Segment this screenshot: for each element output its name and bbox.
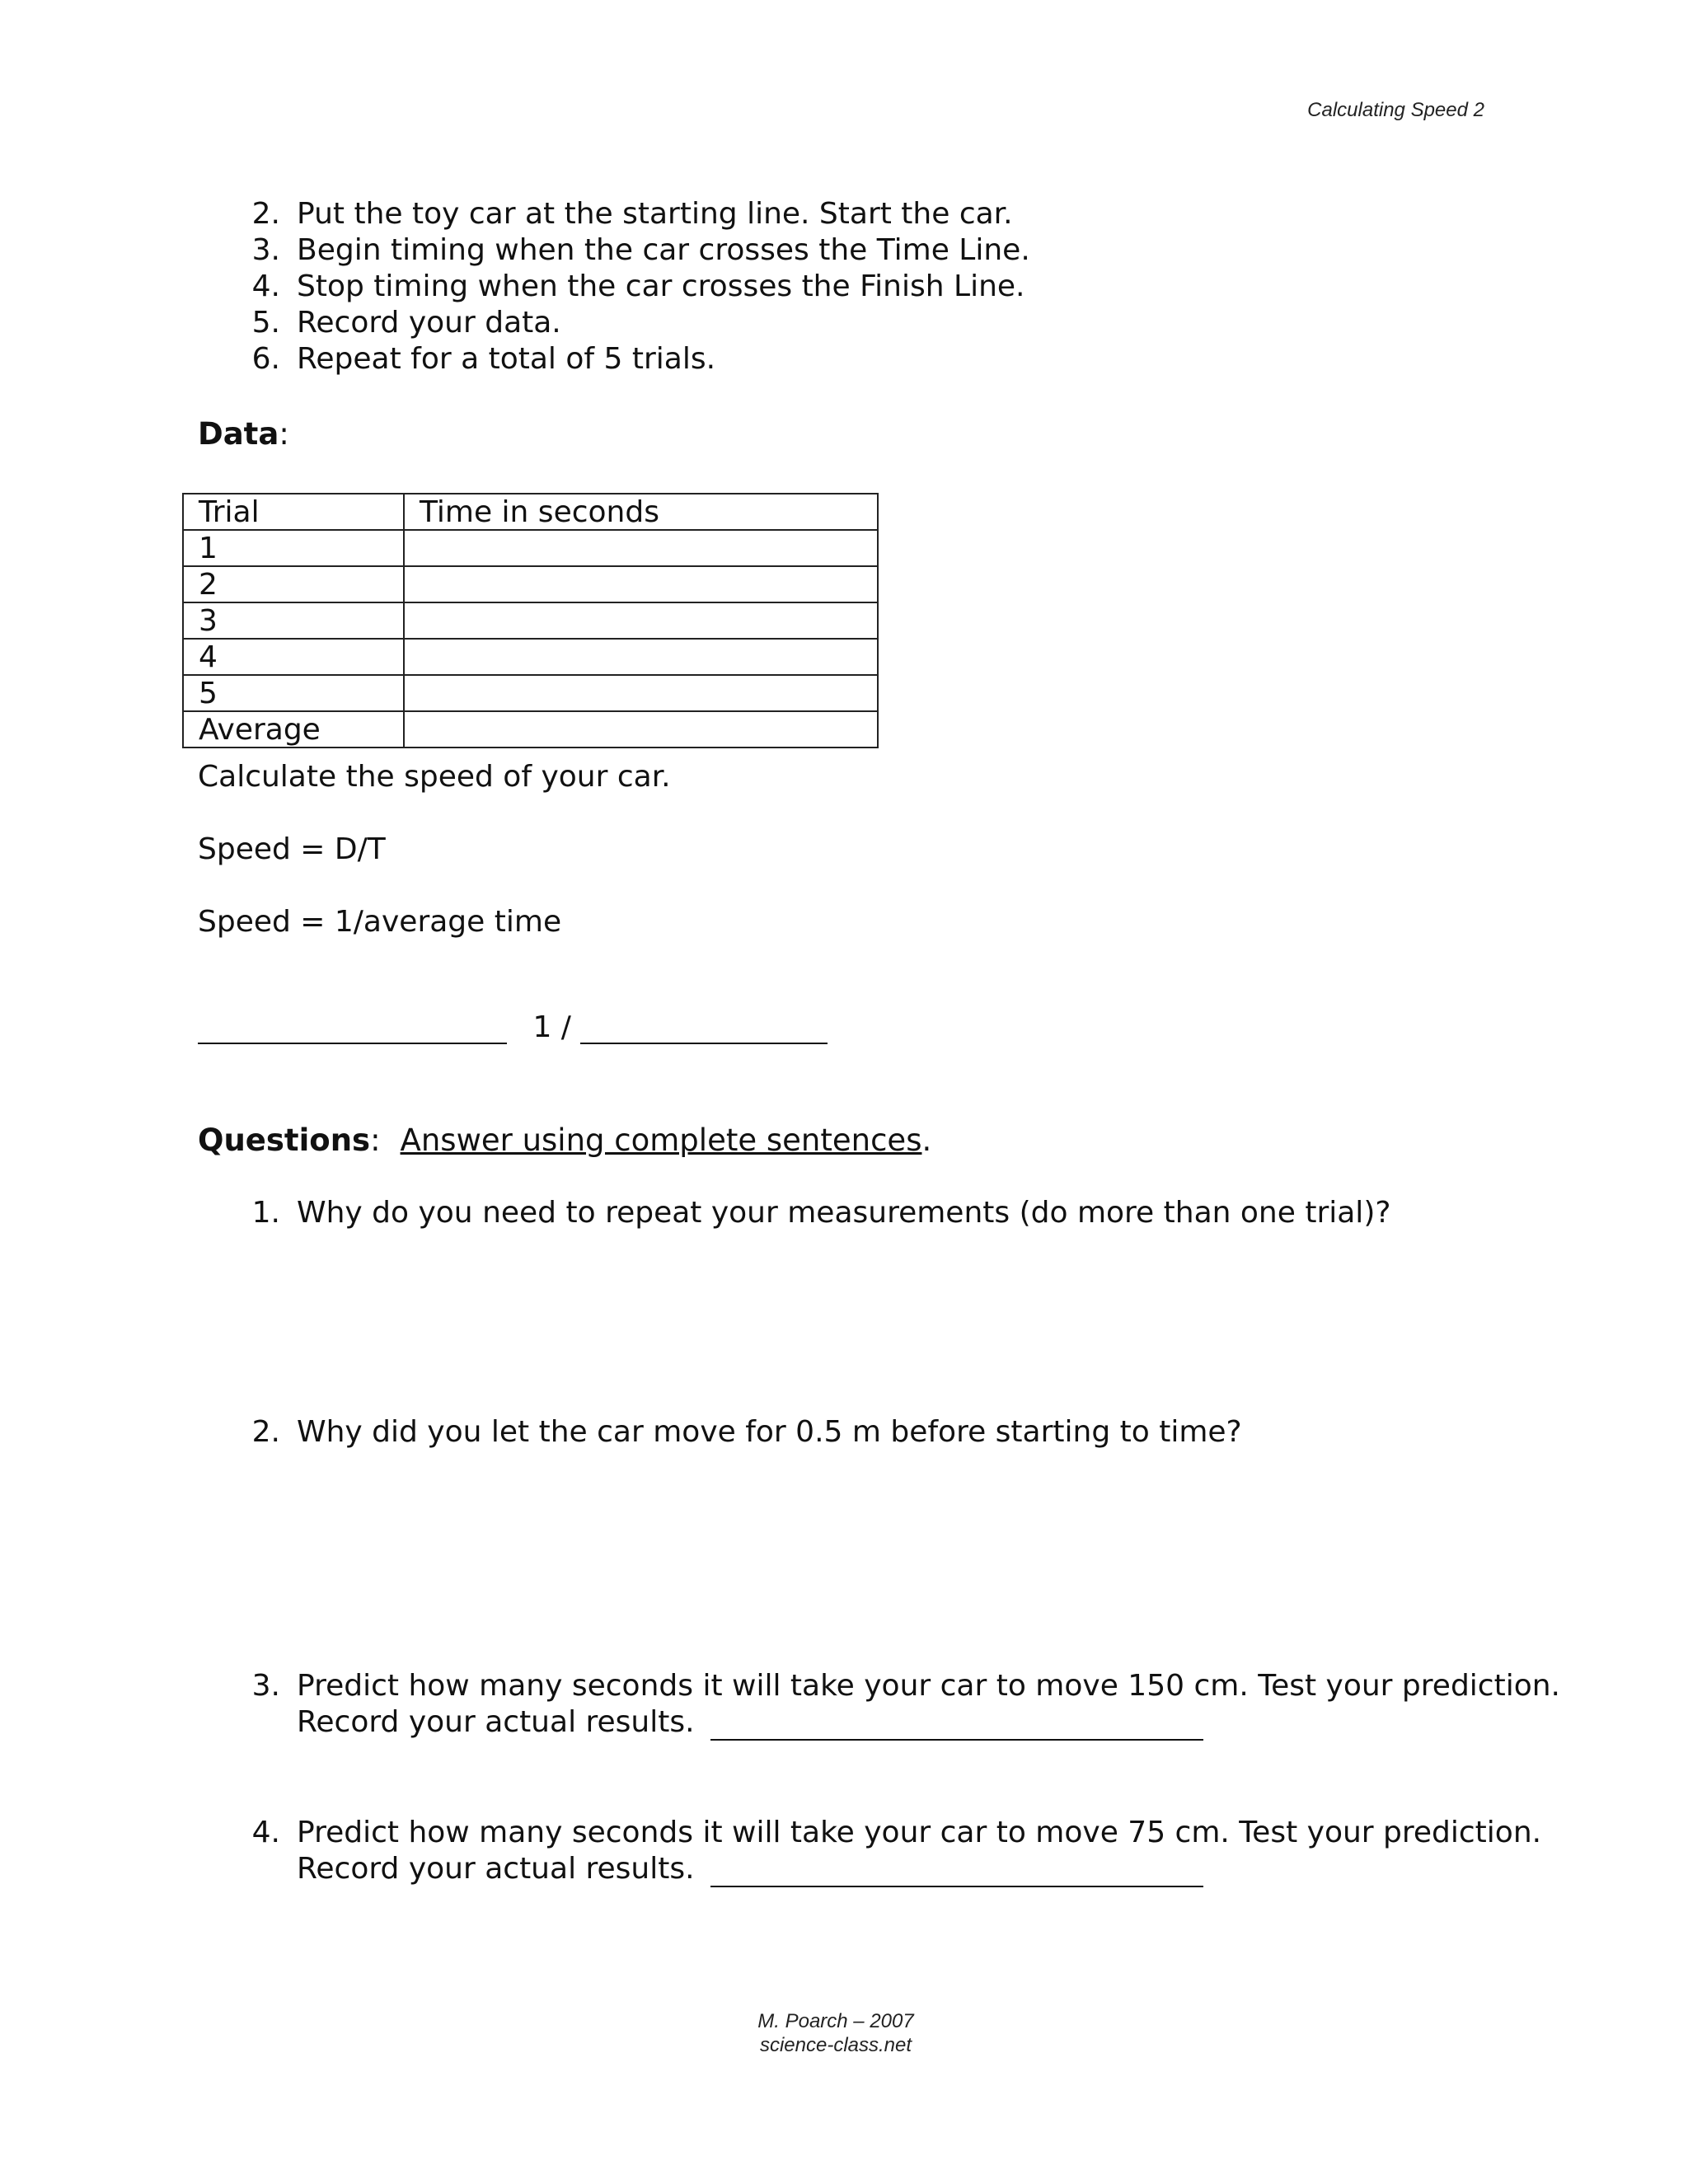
time-entry-cell[interactable] bbox=[404, 602, 878, 639]
step-item bbox=[239, 232, 1030, 269]
trial-cell: 1 bbox=[183, 530, 404, 566]
speed-formula: Speed = D/T bbox=[198, 832, 386, 866]
time-entry-cell[interactable] bbox=[404, 675, 878, 711]
trial-cell: 3 bbox=[183, 602, 404, 639]
question-item bbox=[239, 1414, 1242, 1451]
results-answer-blank[interactable] bbox=[710, 1858, 1203, 1887]
step-text: Repeat for a total of 5 trials. bbox=[297, 342, 716, 376]
step-item bbox=[239, 196, 1030, 232]
step-item bbox=[239, 305, 1030, 341]
column-header-time: Time in seconds bbox=[404, 494, 878, 530]
question-item bbox=[239, 1815, 1541, 1887]
trial-cell: 2 bbox=[183, 566, 404, 602]
question-text: Why do you need to repeat your measurements (do more than one trial)? bbox=[297, 1196, 1391, 1230]
question-number: 1. bbox=[251, 1196, 280, 1230]
record-results-line bbox=[297, 1704, 1560, 1741]
table-row bbox=[183, 566, 878, 602]
table-row bbox=[183, 639, 878, 675]
record-results-label: Record your actual results. bbox=[297, 1705, 695, 1739]
question-number: 3. bbox=[251, 1669, 280, 1703]
step-text: Stop timing when the car crosses the Finish Line. bbox=[297, 269, 1025, 303]
table-row bbox=[183, 711, 878, 748]
questions-heading bbox=[198, 1122, 931, 1158]
time-entry-cell[interactable] bbox=[404, 566, 878, 602]
questions-heading-label: Questions bbox=[198, 1122, 371, 1158]
trial-cell: Average bbox=[183, 711, 404, 748]
column-header-trial: Trial bbox=[183, 494, 404, 530]
time-entry-cell[interactable] bbox=[404, 711, 878, 748]
time-entry-cell[interactable] bbox=[404, 530, 878, 566]
results-answer-blank[interactable] bbox=[710, 1711, 1203, 1741]
trial-cell: 5 bbox=[183, 675, 404, 711]
question-text: Why did you let the car move for 0.5 m before starting to time? bbox=[297, 1415, 1242, 1449]
speed-formula-average: Speed = 1/average time bbox=[198, 905, 562, 939]
data-table bbox=[182, 493, 879, 748]
step-number: 4. bbox=[251, 269, 280, 303]
questions-heading-colon: : bbox=[370, 1122, 381, 1158]
step-number: 3. bbox=[251, 233, 280, 267]
speed-calculation-line bbox=[198, 1010, 828, 1044]
question-text: Predict how many seconds it will take your car to move 150 cm. Test your prediction. bbox=[297, 1669, 1560, 1703]
step-text: Put the toy car at the starting line. Start the car. bbox=[297, 197, 1013, 231]
question-item bbox=[239, 1668, 1560, 1741]
procedure-steps bbox=[239, 196, 1030, 377]
step-text: Begin timing when the car crosses the Time Line. bbox=[297, 233, 1030, 267]
footer-author: M. Poarch – 2007 bbox=[757, 2010, 914, 2032]
step-item bbox=[239, 269, 1030, 305]
data-heading bbox=[198, 416, 289, 452]
record-results-line bbox=[297, 1851, 1541, 1887]
data-heading-colon: : bbox=[279, 416, 289, 452]
table-row bbox=[183, 675, 878, 711]
table-row bbox=[183, 602, 878, 639]
page-header: Calculating Speed 2 bbox=[1307, 99, 1484, 121]
fraction-text: 1 / bbox=[532, 1010, 571, 1044]
step-text: Record your data. bbox=[297, 306, 561, 340]
question-text: Predict how many seconds it will take your car to move 75 cm. Test your prediction. bbox=[297, 1816, 1542, 1849]
calc-instruction: Calculate the speed of your car. bbox=[198, 760, 671, 794]
step-number: 5. bbox=[251, 306, 280, 340]
average-time-blank[interactable] bbox=[580, 1015, 828, 1044]
speed-answer-blank[interactable] bbox=[198, 1015, 507, 1044]
question-number: 4. bbox=[251, 1816, 280, 1849]
footer-site: science-class.net bbox=[759, 2034, 912, 2056]
questions-instruction-period: . bbox=[921, 1122, 932, 1158]
table-row bbox=[183, 530, 878, 566]
page-footer bbox=[0, 2009, 1672, 2057]
table-header-row bbox=[183, 494, 878, 530]
step-number: 2. bbox=[251, 197, 280, 231]
step-number: 6. bbox=[251, 342, 280, 376]
time-entry-cell[interactable] bbox=[404, 639, 878, 675]
record-results-label: Record your actual results. bbox=[297, 1852, 695, 1886]
question-item bbox=[239, 1195, 1390, 1231]
questions-instruction: Answer using complete sentences bbox=[400, 1122, 922, 1158]
data-heading-label: Data bbox=[198, 416, 279, 452]
step-item bbox=[239, 341, 1030, 377]
trial-cell: 4 bbox=[183, 639, 404, 675]
question-number: 2. bbox=[251, 1415, 280, 1449]
